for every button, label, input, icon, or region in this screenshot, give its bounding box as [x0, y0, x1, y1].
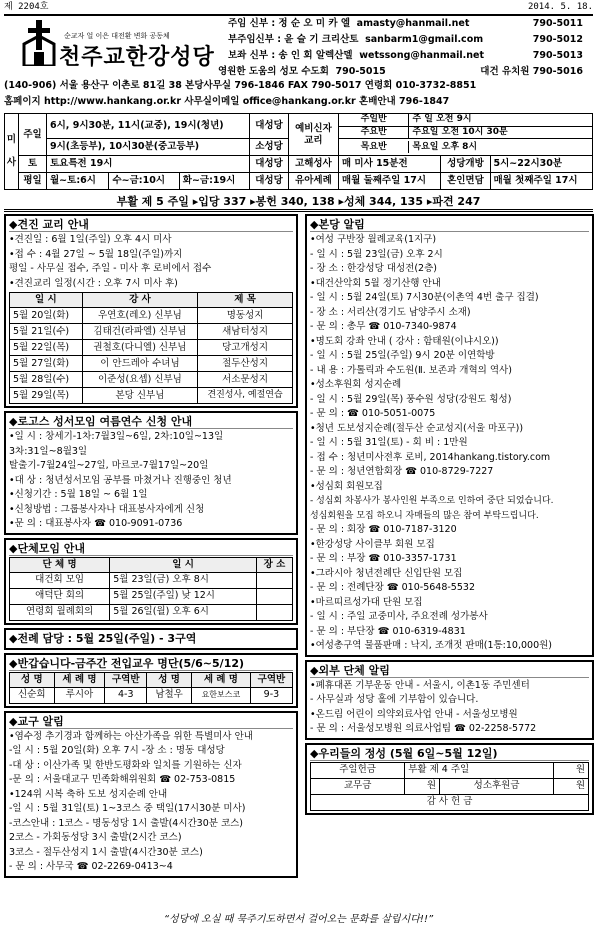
church-name: 천주교한강성당: [59, 44, 215, 70]
catechumen-classes: 주일반 주 일 오전 9시 주요반 주요일 오전 10시 30분: [339, 114, 592, 138]
contact-row: 영원한 도움의 성모 수도회 790-5015 대건 유치원 790-5016: [218, 66, 583, 77]
bulletin-header: [4, 14, 593, 112]
issue-date: 2014. 5. 18.: [527, 2, 593, 12]
clergy-contacts: [218, 16, 593, 80]
church-address-block: [4, 78, 593, 110]
footer-slogan: “성당에 오실 때 묵주기도하면서 걸어오는 문화를 살립시다!!”: [163, 914, 434, 925]
issue-number: 제 2204호: [4, 2, 49, 12]
liturgy-duty: ◆전례 담당 : 5월 25일(주일) - 3구역: [4, 628, 298, 650]
table-row: 신순희 루시아 4-3 남철우 요한보스코 9-3: [10, 687, 293, 703]
table-row: 5월 27일(화) 이 안드레아 수녀님 절두산성지: [10, 356, 293, 372]
logos-bible-notice: ◆로고스 성서모임 여름연수 신청 안내 •일 시 : 창세기-1차:7월3일~6일, 2차:10일~13일 3차:31일~8월3일 탈출기-7월24일~27일, 마르코-7월17일~20일 •대 상 : 청년성서모임 공부를 마쳤거나 진행중인 청년 •신청기간 : 5월 18일 ~ 6월 1일 •신청방법 : 그룹봉사자나 대표봉사자에게 신청 •문 의 : 대표봉사자 ☎ 010-9091-0736: [4, 411, 298, 535]
issue-line: [4, 2, 593, 14]
confirmation-notice: ◆견진 교리 안내 •견진일 : 6월 1일(주일) 오후 4시 미사 •접 수 : 4월 27일 ~ 5월 18일(주일)까지 평일 - 사무실 접수, 주일 - 미사 후 로비에서 접수 •견진교리 일정(시간 : 오후 7시 미사 후) 일 시 강 사 제 목 5월 20일(화) 우연호(레오) 신부님 명동성지 5월 21일(수) 김태건(라파엘) 신부님 새남터성지 5월 22일(목) 권철호(다니엘) 신부님 당고개성지 5월 27일(화) 이 안드레아 수녀님 절두산성지 5월 28일(수) 이준성(요셉) 신부님 서소문성지 5월 29일(목) 본당 신부님 견진성사, 예절연습: [4, 214, 298, 408]
sunday-place: 대성당: [250, 114, 289, 139]
sunday-youth-times: 9시(초등부), 10시30분(중고등부): [47, 139, 250, 156]
offerings-table: 주일헌금 부활 제 4 주일 원 교무금 원 성소후원금 원 감 사 헌 금: [310, 762, 589, 811]
church-motto: 순교자 얼 이은 대전환 변화 공동체: [64, 32, 170, 40]
contact-row: 보좌 신부 : 송 인 회 알렉산델 wetssong@hanmail.net 790-5013: [228, 50, 583, 61]
weekly-stats: 부활 제 5 주일 ▸입당 337 ▸봉헌 340, 138 ▸성체 344, 135 ▸파견 247: [4, 194, 593, 212]
sunday-label: 주일: [19, 114, 47, 156]
table-row: 연령회 월례회의 5월 26일(월) 오후 6시: [10, 604, 293, 620]
new-parishioners-table: 성 명 세 례 명 구역반 성 명 세 례 명 구역반 신순희 루시아 4-3 남철우 요한보스코 9-3: [9, 672, 293, 704]
diocese-notice: ◆교구 알림 •염수정 추기경과 함께하는 아산가족을 위한 특별미사 안내 -일 시 : 5월 20일(화) 오후 7시 -장 소 : 명동 대성당 -대 상 : 이산가족 및 한반도평화와 일치를 기원하는 신자 -문 의 : 서울대교구 민족화해위원회 ☎ 02-753-0815 •124위 시복 축하 도보 성지순례 안내 -일 시 : 5월 31일(토) 1~3코스 중 택일(17시30분 미사) -코스안내 : 1코스 - 명동성당 1시 출발(4시간30분 코스) 2코스 - 가회동성당 3시 출발(2시간 코스) 3코스 - 절두산성지 1시 출발(4시간30분 코스) - 문 의 : 사무국 ☎ 02-2269-0413~4: [4, 711, 298, 878]
saturday-label: 토: [19, 156, 47, 173]
weekday-label: 평일: [19, 173, 47, 190]
table-row: 애덕단 회의 5월 25일(주일) 낮 12시: [10, 588, 293, 604]
contact-row: 부주임신부 : 윤 슬 기 크리산토 sanbarm1@gmail.com 790-5012: [228, 34, 583, 45]
catechumen-label: 예비신자 교리: [288, 114, 338, 156]
external-notice: ◆외부 단체 알림 •폐휴대폰 기부운동 안내 - 서울시, 이촌1동 주민센터 - 사무실과 성당 홀에 기부함이 있습니다. •온드림 어린이 의약외료사업 안내 - 서울성모병원 - 문 의 : 서울성모병원 의료사업팀 ☎ 02-2258-5772: [305, 660, 594, 740]
meetings-table: 단 체 명 일 시 장 소 대건회 모임 5월 23일(금) 오후 8시 애덕단 회의 5월 25일(주일) 낮 12시 연령회 월례회의 5월 26일(월) 오후 6시: [9, 557, 293, 621]
mass-label: 미 사: [5, 114, 19, 190]
left-column: [4, 214, 298, 881]
table-row: 5월 22일(목) 권철호(다니엘) 신부님 당고개성지: [10, 340, 293, 356]
group-meetings: ◆단체모임 안내 단 체 명 일 시 장 소 대건회 모임 5월 23일(금) 오후 8시 애덕단 회의 5월 25일(주일) 낮 12시 연령회 월례회의 5월 26일(월) 오후 6시: [4, 538, 298, 625]
new-parishioners: ◆반갑습니다-금주간 전입교우 명단(5/6~5/12) 성 명 세 례 명 구역반 성 명 세 례 명 구역반 신순희 루시아 4-3 남철우 요한보스코 9-3: [4, 653, 298, 708]
church-logo-icon: [22, 20, 56, 66]
table-row: 5월 29일(목) 본당 신부님 견진성사, 예절연습: [10, 388, 293, 404]
address-line: (140-906) 서울 용산구 이촌로 81길 38 본당사무실 796-1846 FAX 790-5017 연령회 010-3732-8851: [4, 80, 477, 91]
sunday-mass-times: 6시, 9시30분, 11시(교중), 19시(청년): [47, 114, 250, 139]
table-row: 5월 28일(수) 이준성(요셉) 신부님 서소문성지: [10, 372, 293, 388]
confirmation-schedule-table: 일 시 강 사 제 목 5월 20일(화) 우연호(레오) 신부님 명동성지 5월 21일(수) 김태건(라파엘) 신부님 새남터성지 5월 22일(목) 권철호(다니엘) 신부님 당고개성지 5월 27일(화) 이 안드레아 수녀님 절두산성지 5월 28일(수) 이준성(요셉) 신부님 서소문성지 5월 29일(목) 본당 신부님 견진성사, 예절연습: [9, 292, 293, 404]
table-row: 5월 21일(수) 김태건(라파엘) 신부님 새남터성지: [10, 324, 293, 340]
mass-schedule-table: 미 사 주일 6시, 9시30분, 11시(교중), 19시(청년) 대성당 예비신자 교리 주일반 주 일 오전 9시 주요반 주요일 오전 10시 30분 9시(초등부), 10시30분(중고등부) 소성당 목요반 목요일 오후 8시 토 토요특전 19시 대성당 고해성사 매 미사 15분전 성당개방 5시~22시30분 평일 월~토:6시 수~금:10시 화~금:19시 대성당 유아세례 매월 둘째주일 17시 혼인면담 매월 첫째주일 17시: [4, 113, 593, 190]
offerings: ◆우리들의 정성 (5월 6일~5월 12일) 주일헌금 부활 제 4 주일 원 교무금 원 성소후원금 원 감 사 헌 금: [305, 743, 594, 815]
parish-notice: ◆본당 알림 •여성 구반장 월례교육(1지구) - 일 시 : 5월 23일(금) 오후 2시 - 장 소 : 한강성당 대성전(2층) •대건산악회 5월 정기산행 안내 - 일 시 : 5월 24일(토) 7시30분(이촌역 4번 출구 집결) - 장 소 : 서리산(경기도 남양주시 소재) - 문 의 : 총무 ☎ 010-7340-9874 •명도회 강좌 안내 ( 강사 : 함태원(이냐시오)) - 일 시 : 5월 25일(주일) 9시 20분 이연학방 - 내 용 : 가톨릭과 수도원(Ⅱ. 보존과 개혁의 역사) •성소후원회 성지순례 - 일 시 : 5월 29일(목) 풍수원 성당(강원도 횡성) - 문 의 : ☎ 010-5051-0075 •청년 도보성지순례(절두산 순교성지(서울 마포구)) - 일 시 : 5월 31일(토) - 회 비 : 1만원 - 접 수 : 청년미사전후 로비, 2014hankang.tistory.com - 문 의 : 청년연합회장 ☎ 010-8729-7227 •성심회 회원모집 - 성심회 차봉사가 봉사인원 부족으로 인하여 중단 되었습니다. 성심회원을 모집 하오니 자매들의 많은 참여 부탁드립니다. - 문 의 : 회장 ☎ 010-7187-3120 •한강성당 사이클부 회원 모집 - 문 의 : 부장 ☎ 010-3357-1731 •그라시아 청년전례단 신입단원 모집 - 문 의 : 전례단장 ☎ 010-5648-5532 •마르띠르성가대 단원 모집 - 일 시 : 주일 교중미사, 주요전례 성가봉사 - 문 의 : 부단장 ☎ 010-6319-4831 •여성총구역 물품판매 : 낙지, 조개젓 판매(1통:10,000원): [305, 214, 594, 657]
homepage-line[interactable]: 홈페이지 http://www.hankang.or.kr 사무실이메일 office@hankang.or.kr 혼배안내 796-1847: [4, 96, 450, 107]
right-column: [305, 214, 594, 818]
table-row: 5월 20일(화) 우연호(레오) 신부님 명동성지: [10, 308, 293, 324]
table-row: 대건회 모임 5월 23일(금) 오후 8시: [10, 572, 293, 588]
contact-row: 주임 신부 : 정 순 오 미 카 엘 amasty@hanmail.net 790-5011: [228, 18, 583, 29]
